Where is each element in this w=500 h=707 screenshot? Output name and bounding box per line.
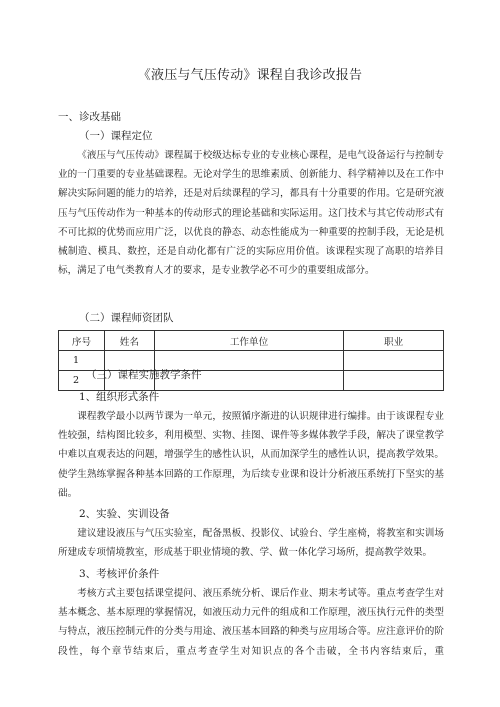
row-index: 1: [59, 351, 105, 371]
header-index: 序号: [59, 331, 105, 351]
subsection-heading-teaching-conditions: （三）课程实施教学条件: [86, 369, 202, 381]
row-index: 2: [59, 371, 105, 391]
assessment-paragraph: 考核方式主要包括课堂提问、液压系统分析、课后作业、期末考试等。重点考查学生对基本概念、基本原理的掌握情况，如液压动力元件的组成和工作原理，液压执行元件的类型与特点，液压控制元件的分类与用途、液压基本回路的种类与应用场合等。应注意评价的阶段性，每个章节结束后，重点考查学生对知识点的各个击破，全书内容结束后，重: [58, 588, 444, 657]
header-workplace: 工作单位: [154, 331, 343, 351]
item-heading-assessment: 3、考核评价条件: [79, 568, 160, 580]
subsection-heading-course-positioning: （一）课程定位: [79, 130, 153, 142]
header-occupation: 职业: [344, 331, 444, 351]
table-header-row: [59, 331, 444, 351]
header-name: 姓名: [104, 331, 154, 351]
subsection-heading-teaching-staff: （二）课程师资团队: [79, 312, 174, 324]
equipment-paragraph: 建议建设液压与气压实验室，配备黑板、投影仪、试验台、学生座椅，将教室和实训场所建成专项情境教室，形成基于职业情境的教、学、做一体化学习场所，提高教学效果。: [58, 528, 444, 559]
page-title: 《液压与气压传动》课程自我诊改报告: [137, 68, 363, 83]
item-heading-organization: 1、组织形式条件: [79, 391, 160, 403]
section-heading-diagnosis-basis: 一、诊改基础: [58, 111, 121, 123]
course-positioning-paragraph: 《液压与气压传动》课程属于校级达标专业的专业核心课程，是电气设备运行与控制专业的一门重要的专业基础课程。无论对学生的思维素质、创新能力、科学精神以及在工作中解决实际问题的能力的培养，还是对后续课程的学习，都具有十分重要的作用。它是研究液压与气压传动作为一种基本的传动形式的理论基础和实际运用。这门技术与其它传动形式有不可比拟的优势而应用广泛，以优良的静态、动态性能成为一种重要的控制手段，无论是机械制造、模具、数控，还是自动化都有广泛的实际应用价值。该课程实现了高职的培养目标，满足了电气类教育人才的要求，是专业教学必不可少的重要组成部分。: [58, 150, 444, 277]
row-occupation: [344, 351, 444, 371]
organization-paragraph: 课程教学最小以两节课为一单元，按照循序渐进的认识规律进行编排。由于该课程专业性较强，结构图比较多，利用模型、实物、挂图、课件等多媒体教学手段，解决了课堂教学中难以直观表达的问题，增强学生的感性认识，从而加深学生的感性认识，提高教学效果。使学生熟练掌握各种基本回路的工作原理，为后续专业课和设计分析液压系统打下坚实的基础。: [58, 411, 444, 499]
row-occupation: [344, 371, 444, 391]
item-heading-equipment: 2、实验、实训设备: [79, 508, 170, 520]
